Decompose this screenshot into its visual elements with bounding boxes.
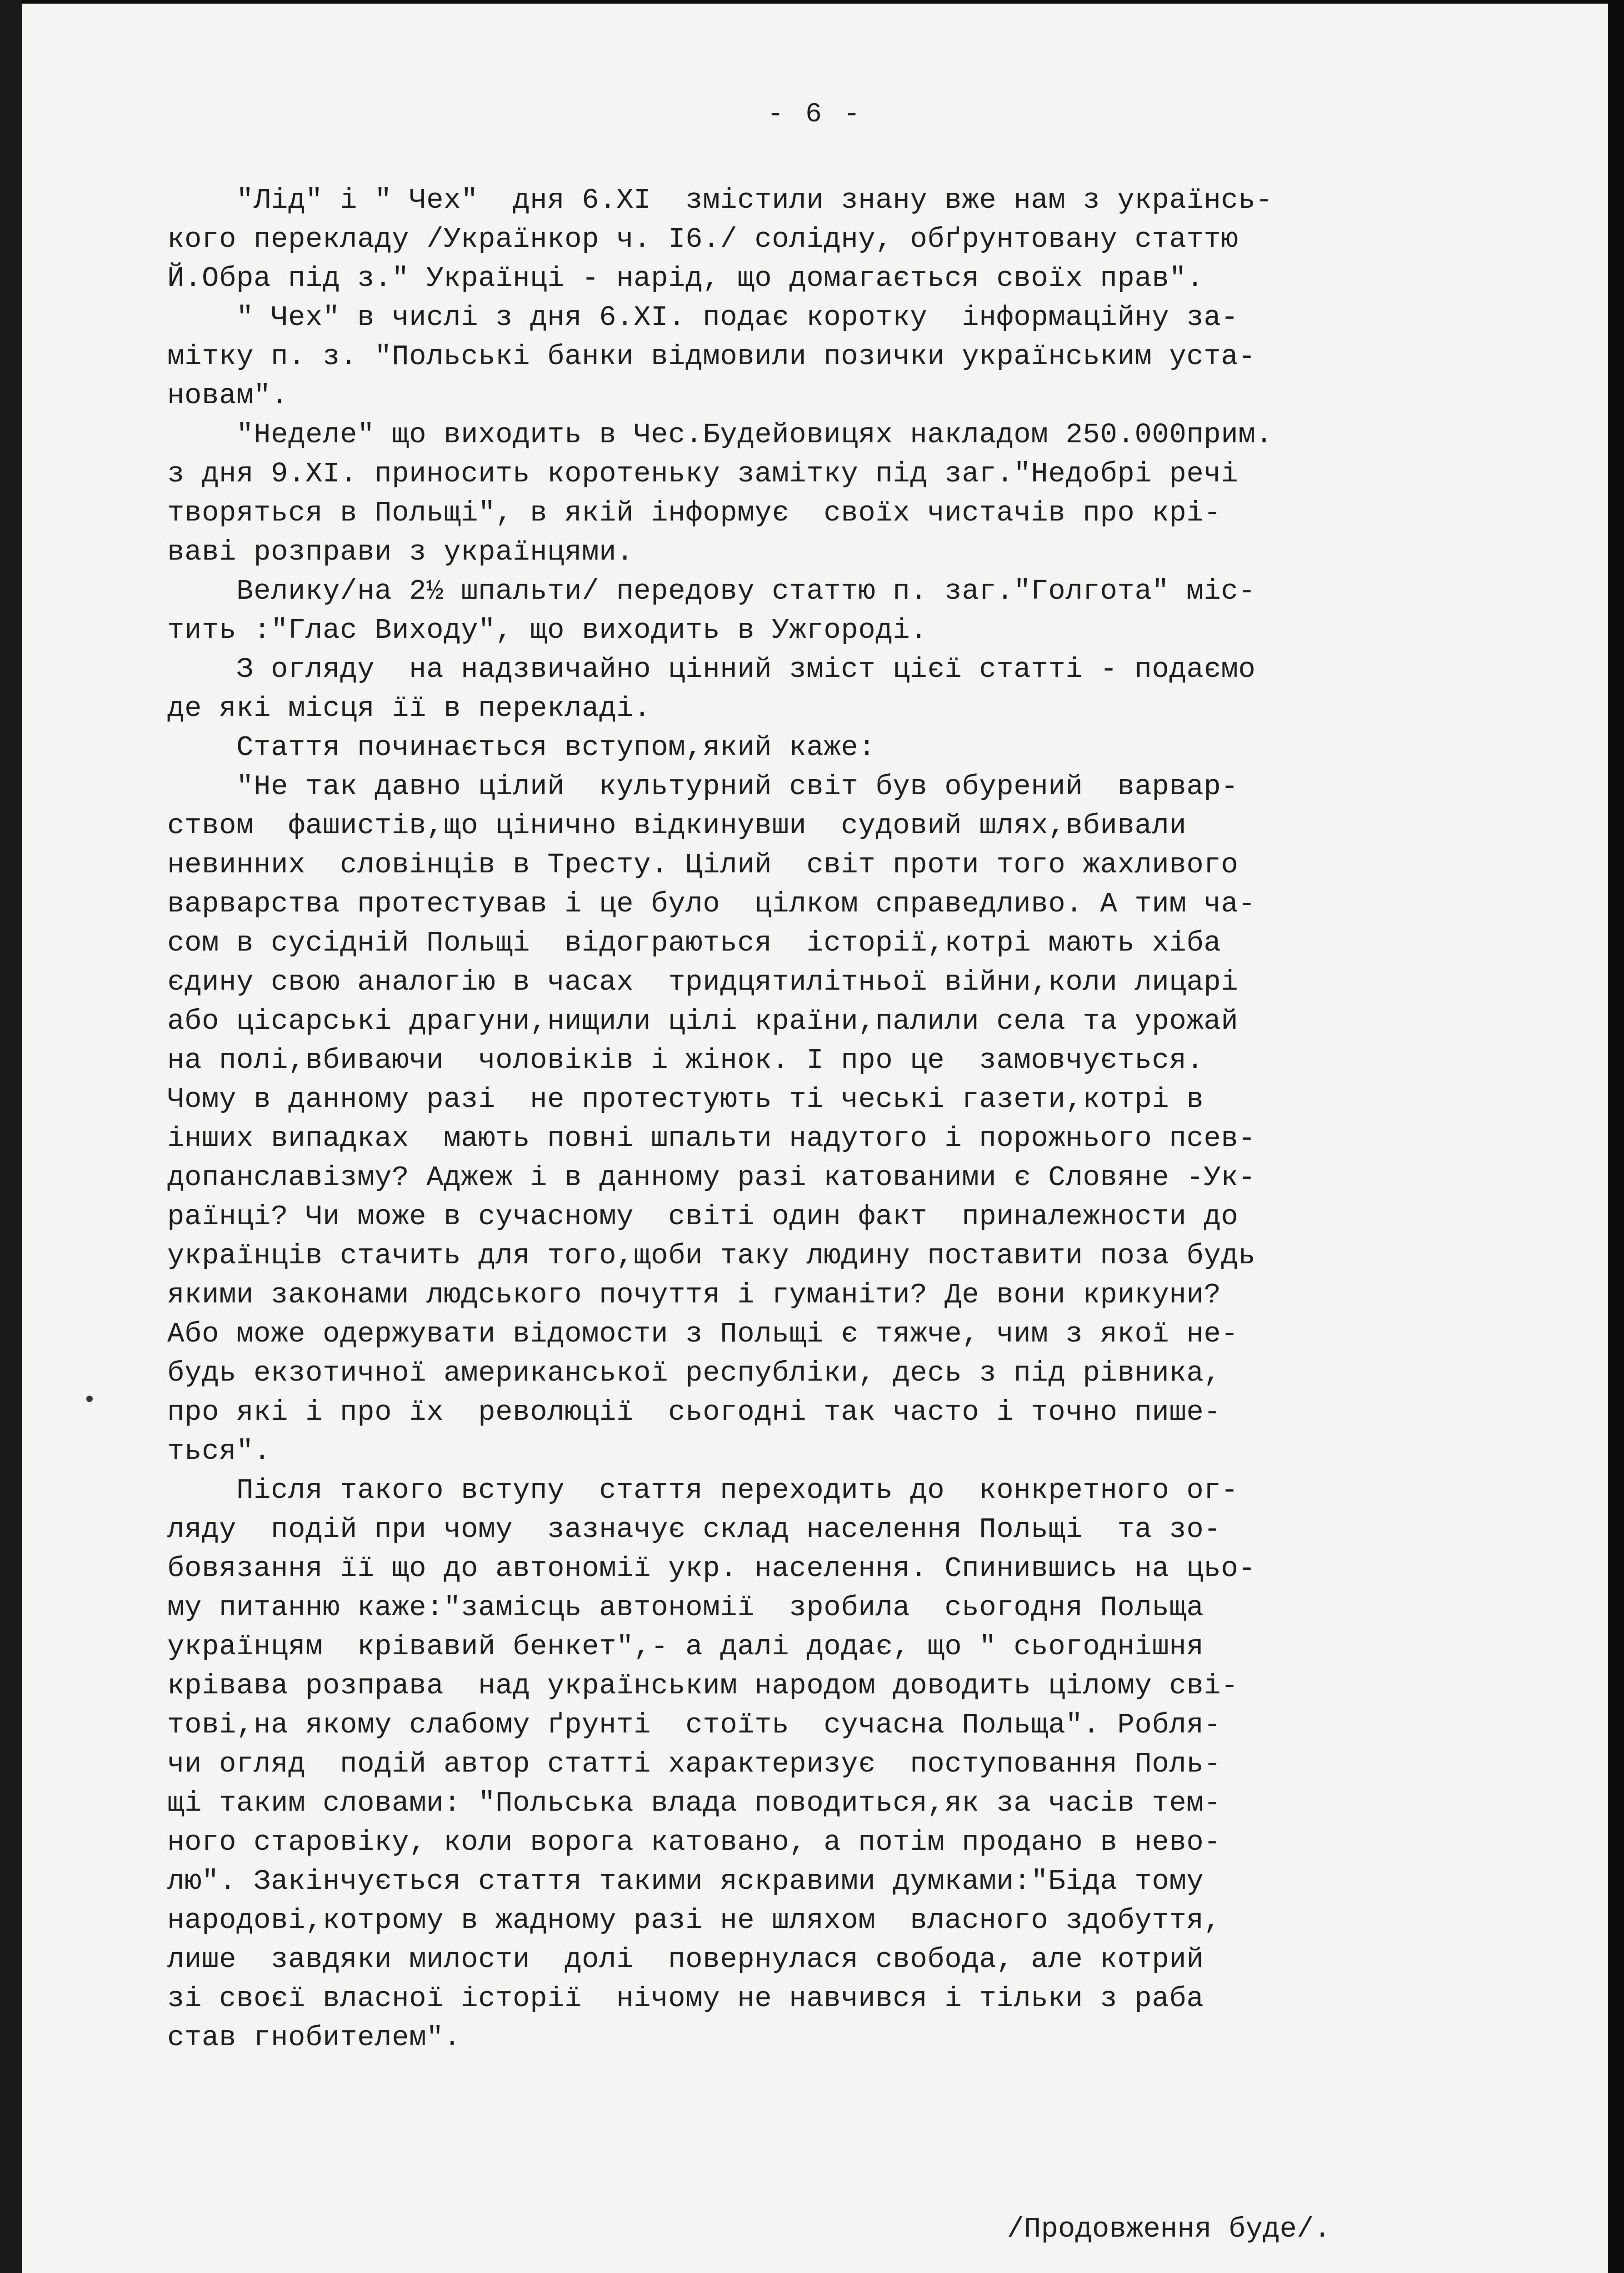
text-line: Або може одержувати відомости з Польщі є тяжче, чим з якої не- [167,1318,1239,1350]
text-line: " Чех" в числі з дня 6.ХІ. подає коротку інформаційну за- [167,301,1239,334]
text-line: ваві розправи з українцями. [167,536,634,568]
text-line: сом в сусідній Польщі відограються історії,котрі мають хіба [167,927,1221,959]
scan-left-edge [0,0,22,2273]
text-line: з дня 9.ХІ. приносить коротеньку замітку під заг."Недобрі речі [167,458,1239,490]
page-number: - 6 - [767,99,863,130]
text-line: лю". Закінчується стаття такими яскравими думками:"Біда тому [167,1865,1204,1898]
text-line: інших випадках мають повні шпальти надутого і порожнього псев- [167,1122,1256,1155]
text-line: бовязання її що до автономії укр. населення. Спинившись на цьо- [167,1552,1256,1585]
text-line: "Неделе" що виходить в Чес.Будейовицях накладом 250.000прим. [167,419,1273,451]
text-line: ством фашистів,що цінично відкинувши судовий шлях,вбивали [167,810,1187,842]
text-line: мітку п. з. "Польські банки відмовили позички українським уста- [167,340,1256,373]
text-line: будь екзотичної американської республіки, десь з під рівника, [167,1357,1221,1389]
text-line: "Лід" і " Чех" дня 6.ХІ змістили знану вже нам з українсь- [167,184,1273,216]
text-line: Стаття починається вступом,який каже: [167,731,876,764]
text-line: творяться в Польщі", в якій інформує своїх чистачів про крі- [167,497,1221,529]
text-line: чи огляд подій автор статті характеризує поступовання Поль- [167,1748,1221,1780]
text-line: ляду подій при чому зазначує склад населення Польщі та зо- [167,1513,1221,1546]
ink-mark [86,1396,93,1402]
text-line: лише завдяки милости долі повернулася свобода, але котрий [167,1943,1204,1976]
document-page [22,4,1608,2273]
text-line: ться". [167,1435,271,1467]
text-line: крівава розправа над українським народом доводить цілому сві- [167,1670,1239,1702]
text-line: З огляду на надзвичайно цінний зміст цієї статті - подаємо [167,653,1256,686]
text-line: українців стачить для того,щоби таку людину поставити поза будь [167,1240,1256,1272]
text-line: українцям крівавий бенкет",- а далі додає, що " сьогоднішня [167,1631,1204,1663]
text-line: зі своєї власної історії нічому не навчився і тільки з раба [167,1983,1204,2015]
text-line: варварства протестував і це було цілком справедливо. А тим ча- [167,888,1256,920]
text-line: став гнобителем". [167,2022,461,2054]
text-line: ного старовіку, коли ворога катовано, а потім продано в нево- [167,1826,1221,1858]
text-line: кого перекладу /Українкор ч. І6./ солідну, обґрунтовану статтю [167,223,1239,255]
body-text [167,181,1585,2058]
text-line: Після такого вступу стаття переходить до конкретного ог- [167,1474,1239,1507]
text-line: новам". [167,380,289,412]
text-line: щі таким словами: "Польська влада поводиться,як за часів тем- [167,1787,1221,1819]
text-line: де які місця її в перекладі. [167,692,651,725]
text-line: невинних словінців в Тресту. Цілий світ проти того жахливого [167,849,1239,881]
text-line: Велику/на 2½ шпальти/ передову статтю п. заг."Голгота" міс- [167,575,1256,607]
text-line: Й.Обра під з." Українці - нарід, що домагається своїх прав". [167,262,1204,295]
text-line: або цісарські драгуни,нищили цілі країни,палили села та урожай [167,1005,1239,1037]
text-line: раїнці? Чи може в сучасному світі один факт приналежности до [167,1201,1239,1233]
text-line: якими законами людського почуття і гуманіти? Де вони крикуни? [167,1279,1221,1311]
text-line: тові,на якому слабому ґрунті стоїть сучасна Польща". Робля- [167,1709,1221,1741]
text-line: допанславізму? Аджеж і в данному разі катованими є Словяне -Ук- [167,1162,1256,1194]
text-line: на полі,вбиваючи чоловіків і жінок. І про це замовчується. [167,1044,1204,1076]
continuation-note: /Продовження буде/. [1007,2213,1331,2245]
text-line: єдину свою аналогію в часах тридцятилітньої війни,коли лицарі [167,966,1239,998]
text-line: тить :"Глас Виходу", що виходить в Ужгороді. [167,614,928,646]
text-line: про які і про їх революції сьогодні так часто і точно пише- [167,1396,1221,1428]
text-line: "Не так давно цілий культурний світ був обурений варвар- [167,771,1239,803]
text-line: му питанню каже:"замісць автономії зробила сьогодня Польща [167,1592,1204,1624]
text-line: народові,котрому в жадному разі не шляхом власного здобуття, [167,1904,1221,1937]
text-line: Чому в данному разі не протестують ті чеські газети,котрі в [167,1083,1204,1116]
